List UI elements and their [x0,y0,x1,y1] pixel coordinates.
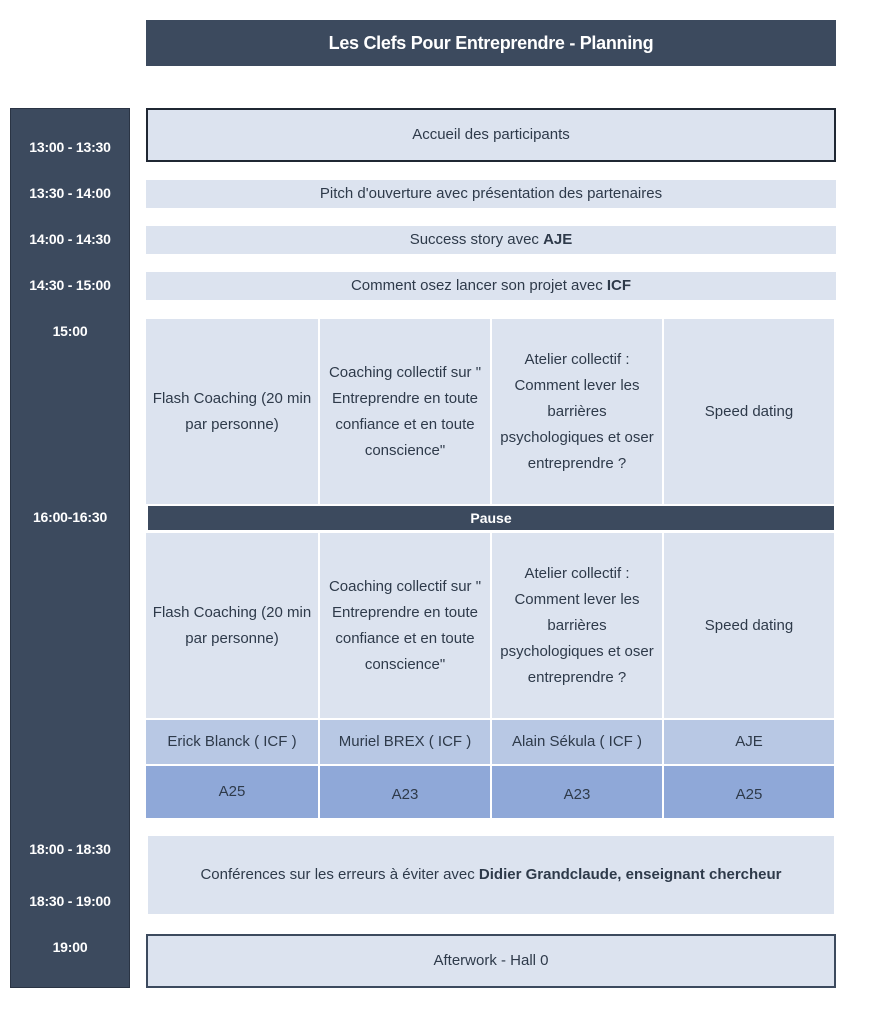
speaker-cell: Muriel BREX ( ICF ) [320,720,490,764]
time-slot: 13:00 - 13:30 [29,139,111,155]
event-success-text: Success story avec [409,231,544,248]
session-cell: Flash Coaching (20 min par personne) [146,319,318,504]
event-comment-partner: ICF [606,277,632,294]
room-cell: A23 [492,766,662,818]
event-success-partner: AJE [543,231,573,248]
time-slot: 14:30 - 15:00 [29,277,111,293]
event-comment-text: Comment osez lancer son projet avec [350,277,607,294]
event-conference [148,836,834,914]
session-cell: Atelier collectif : Comment lever les barrières psychologiques et oser entreprendre ? [492,533,662,718]
event-comment [146,272,836,300]
time-slot: 16:00-16:30 [32,509,108,525]
time-slot: 18:30 - 19:00 [29,893,111,909]
session-cell: Coaching collectif sur " Entreprendre en toute confiance et en toute conscience" [320,533,490,718]
event-pitch: Pitch d'ouverture avec présentation des partenaires [146,180,836,208]
pause-bar: Pause [148,506,834,530]
session-cell: Atelier collectif : Comment lever les barrières psychologiques et oser entreprendre ? [492,319,662,504]
event-success-story [146,226,836,254]
speaker-cell: AJE [664,720,834,764]
room-cell: A25 [146,766,318,818]
speaker-cell: Alain Sékula ( ICF ) [492,720,662,764]
time-slot: 15:00 [52,323,88,339]
session-cell: Flash Coaching (20 min par personne) [146,533,318,718]
page-title: Les Clefs Pour Entreprendre - Planning [146,20,836,66]
time-slot: 14:00 - 14:30 [29,231,111,247]
session-cell: Speed dating [664,319,834,504]
event-afterwork: Afterwork - Hall 0 [146,934,836,988]
speaker-cell: Erick Blanck ( ICF ) [146,720,318,764]
session-cell: Coaching collectif sur " Entreprendre en toute confiance et en toute conscience" [320,319,490,504]
event-conference-speaker: Didier Grandclaude, enseignant chercheur [478,866,782,883]
time-slot: 18:00 - 18:30 [29,841,111,857]
event-conference-text: Conférences sur les erreurs à éviter avec [200,866,479,883]
room-cell: A23 [320,766,490,818]
time-slot: 19:00 [52,939,88,955]
time-slot: 13:30 - 14:00 [29,185,111,201]
room-cell: A25 [664,766,834,818]
session-cell: Speed dating [664,533,834,718]
event-accueil: Accueil des participants [146,108,836,162]
